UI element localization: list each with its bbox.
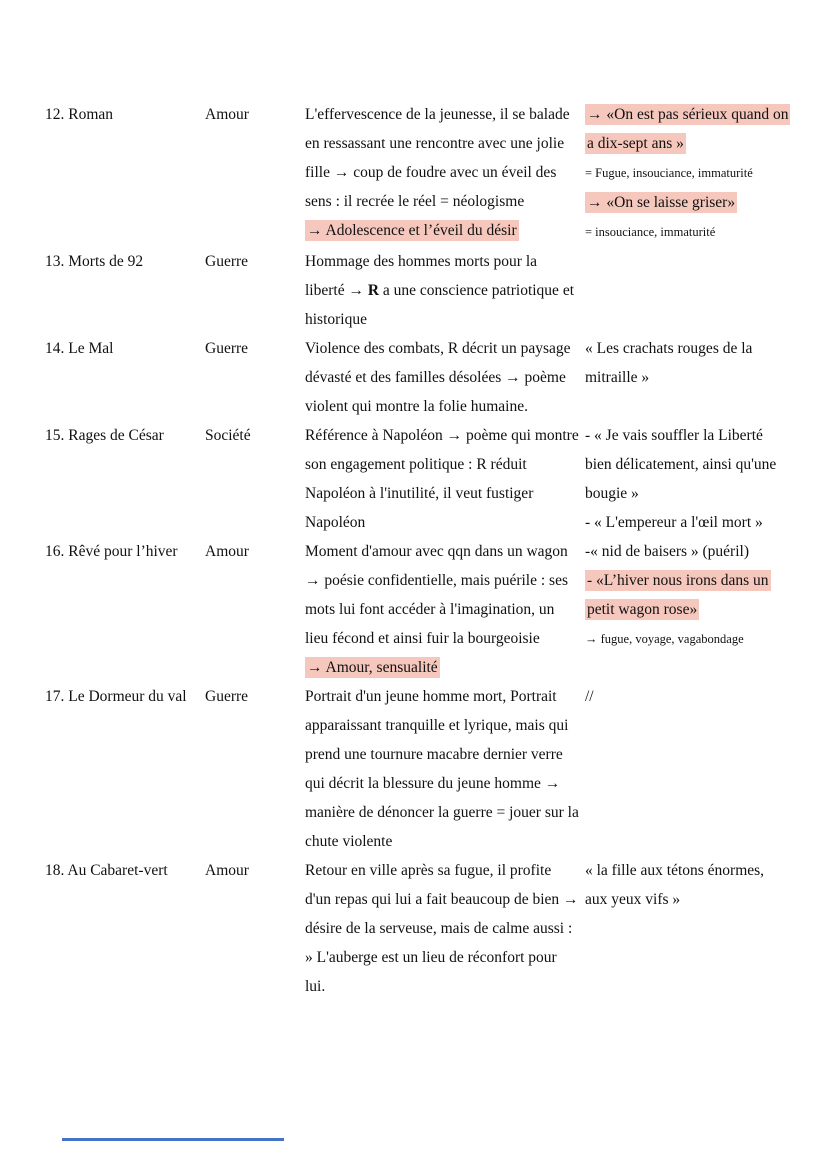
- quote-paragraph: [585, 158, 790, 188]
- text-run: - « L'empereur a l'œil mort »: [585, 514, 763, 531]
- poem-title: 13. Morts de 92: [45, 253, 144, 270]
- poem-theme: Amour: [205, 862, 249, 879]
- text-run: Hommage des hommes morts pour la liberté →: [305, 253, 538, 299]
- poem-quotes: [585, 421, 790, 537]
- poem-theme: Société: [205, 427, 251, 444]
- quote-paragraph: [585, 421, 790, 508]
- quote-paragraph: [585, 217, 790, 247]
- table-row: [45, 100, 790, 247]
- notes-table: [45, 100, 790, 1001]
- quote-paragraph: [585, 508, 790, 537]
- table-row: [45, 682, 790, 856]
- text-run: Retour en ville après sa fugue, il profite d'un repas qui lui a fait beaucoup de bien → désire de la serveuse, mais de calme aussi : » L'auberge est un lieu de réconfort pour lui.: [305, 862, 579, 995]
- poem-title: 17. Le Dormeur du val: [45, 688, 187, 705]
- poem-title: 12. Roman: [45, 106, 114, 123]
- text-run: a une conscience patriotique et historique: [305, 282, 575, 328]
- table-row: [45, 247, 790, 334]
- bold-text: R: [367, 282, 380, 299]
- description-paragraph: [305, 653, 579, 682]
- description-paragraph: [305, 100, 579, 216]
- poem-description: [305, 421, 585, 537]
- bottom-blue-line: [62, 1138, 284, 1141]
- table-row: [45, 334, 790, 421]
- quote-paragraph: [585, 537, 790, 566]
- text-run: Moment d'amour avec qqn dans un wagon → poésie confidentielle, mais puérile : ses mots lui font accéder à l'imagination, un lieu fécond et ainsi fuir la bourgeoisie: [305, 543, 568, 647]
- poem-quotes: [585, 856, 790, 914]
- quote-paragraph: [585, 856, 790, 914]
- text-run: = Fugue, insouciance, immaturité: [585, 166, 753, 180]
- poem-title: 16. Rêvé pour l’hiver: [45, 543, 178, 560]
- quote-paragraph: [585, 682, 790, 711]
- quote-paragraph: [585, 566, 790, 624]
- poem-quotes: [585, 100, 790, 247]
- text-run: « la fille aux tétons énormes, aux yeux vifs »: [585, 862, 765, 908]
- description-paragraph: [305, 216, 579, 245]
- text-run: Violence des combats, R décrit un paysage dévasté et des familles désolées → poème violent qui montre la folie humaine.: [305, 340, 571, 415]
- highlighted-text: → Adolescence et l’éveil du désir: [307, 222, 517, 239]
- poem-theme: Guerre: [205, 253, 249, 270]
- quote-paragraph: [585, 188, 790, 217]
- poem-quotes: [585, 334, 790, 392]
- highlighted-text: → «On se laisse griser»: [587, 194, 736, 211]
- description-paragraph: [305, 247, 579, 334]
- poem-title: 15. Rages de César: [45, 427, 164, 444]
- poem-description: [305, 537, 585, 682]
- text-run: Référence à Napoléon → poème qui montre son engagement politique : R réduit Napoléon à l'inutilité, il veut fustiger Napoléon: [305, 427, 579, 531]
- poem-title: 18. Au Cabaret-vert: [45, 862, 168, 879]
- text-run: -« nid de baisers » (puéril): [585, 543, 749, 560]
- poem-theme: Guerre: [205, 688, 249, 705]
- poem-title: 14. Le Mal: [45, 340, 114, 357]
- quote-paragraph: [585, 334, 790, 392]
- poem-description: [305, 247, 585, 334]
- poem-description: [305, 334, 585, 421]
- table-row: [45, 537, 790, 682]
- description-paragraph: [305, 421, 579, 537]
- poem-quotes: [585, 537, 790, 654]
- description-paragraph: [305, 682, 579, 856]
- text-run: Portrait d'un jeune homme mort, Portrait apparaissant tranquille et lyrique, mais qui prend une tournure macabre dernier verre qui décrit la blessure du jeune homme → manière de dénoncer la guerre = jouer sur la chute violente: [305, 688, 579, 850]
- poem-description: [305, 100, 585, 245]
- text-run: « Les crachats rouges de la mitraille »: [585, 340, 753, 386]
- highlighted-text: - «L’hiver nous irons dans un petit wagon rose»: [587, 572, 769, 618]
- text-run: = insouciance, immaturité: [585, 225, 716, 239]
- description-paragraph: [305, 537, 579, 653]
- poem-description: [305, 682, 585, 856]
- highlighted-text: → Amour, sensualité: [307, 659, 438, 676]
- poem-theme: Amour: [205, 106, 249, 123]
- poem-theme: Guerre: [205, 340, 249, 357]
- table-row: [45, 856, 790, 1001]
- poem-quotes: [585, 682, 790, 711]
- quote-paragraph: [585, 624, 790, 654]
- description-paragraph: [305, 334, 579, 421]
- table-row: [45, 421, 790, 537]
- text-run: //: [585, 688, 594, 705]
- text-run: - « Je vais souffler la Liberté bien délicatement, ainsi qu'une bougie »: [585, 427, 777, 502]
- poem-description: [305, 856, 585, 1001]
- quote-paragraph: [585, 100, 790, 158]
- text-run: L'effervescence de la jeunesse, il se balade en ressassant une rencontre avec une jolie fille → coup de foudre avec un éveil des sens : il recrée le réel = néologisme: [305, 106, 570, 210]
- highlighted-text: → «On est pas sérieux quand on a dix-sept ans »: [587, 106, 789, 152]
- description-paragraph: [305, 856, 579, 1001]
- text-run: → fugue, voyage, vagabondage: [585, 632, 744, 646]
- poem-theme: Amour: [205, 543, 249, 560]
